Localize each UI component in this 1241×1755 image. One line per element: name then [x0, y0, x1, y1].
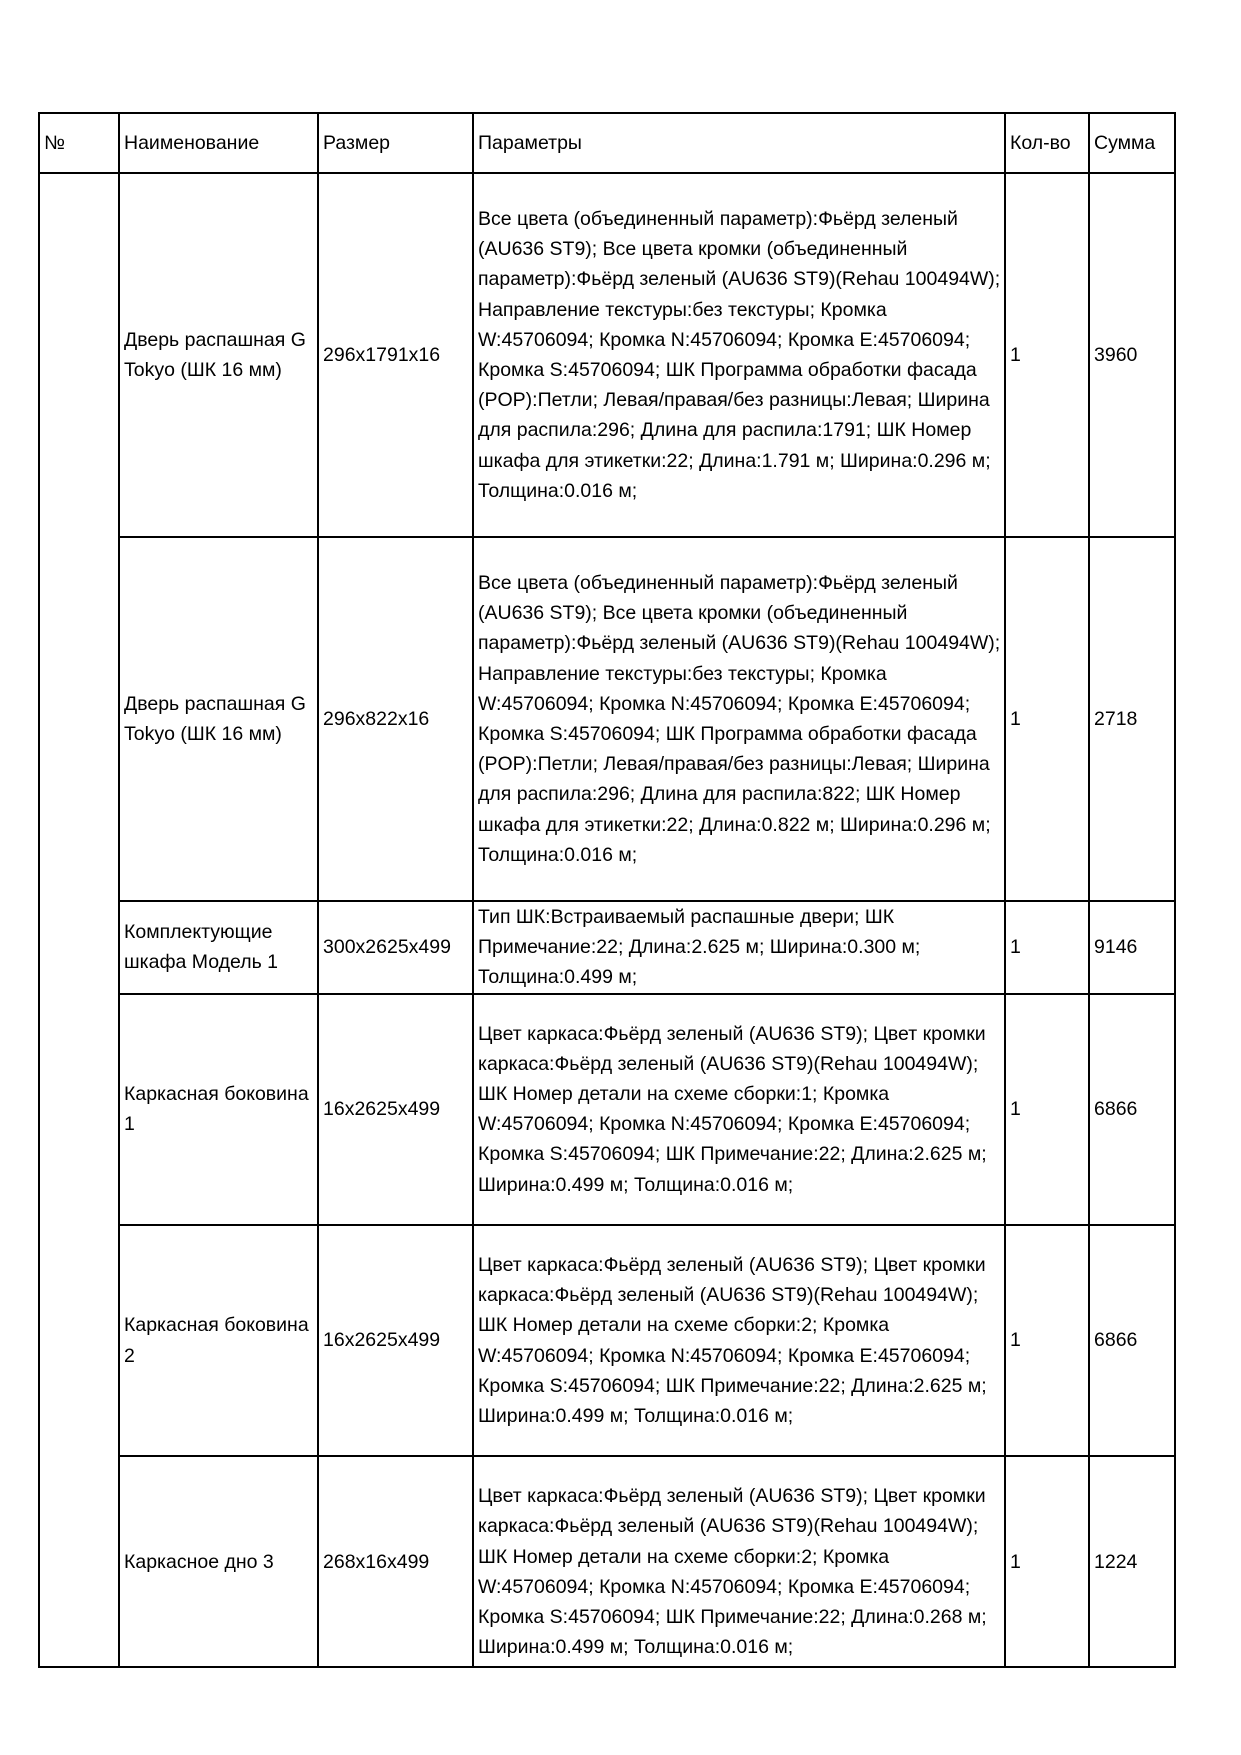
item-quantity: 1	[1005, 901, 1089, 994]
header-params: Параметры	[473, 113, 1005, 173]
item-name: Каркасное дно 3	[119, 1456, 318, 1667]
table-row	[39, 901, 1175, 994]
item-params: Все цвета (объединенный параметр):Фьёрд зеленый (AU636 ST9); Все цвета кромки (объединенный параметр):Фьёрд зеленый (AU636 ST9)(Rehau 100494W); Направление текстуры:без текстуры; Кромка W:45706094; Кромка N:45706094; Кромка E:45706094; Кромка S:45706094; ШК Программа обработки фасада (POP):Петли; Левая/правая/без разницы:Левая; Ширина для распила:296; Длина для распила:822; ШК Номер шкафа для этикетки:22; Длина:0.822 м; Ширина:0.296 м; Толщина:0.016 м;	[473, 537, 1005, 901]
table-row	[39, 537, 1175, 901]
item-quantity: 1	[1005, 537, 1089, 901]
header-number: №	[39, 113, 119, 173]
header-name: Наименование	[119, 113, 318, 173]
item-quantity: 1	[1005, 173, 1089, 537]
item-name: Каркасная боковина 2	[119, 1225, 318, 1456]
specification-table	[38, 112, 1176, 1668]
item-size: 16x2625x499	[318, 994, 473, 1225]
item-quantity: 1	[1005, 1456, 1089, 1667]
header-sum: Сумма	[1089, 113, 1175, 173]
item-quantity: 1	[1005, 994, 1089, 1225]
item-size: 296x1791x16	[318, 173, 473, 537]
item-sum: 3960	[1089, 173, 1175, 537]
item-size: 268x16x499	[318, 1456, 473, 1667]
item-name: Дверь распашная G Tokyo (ШК 16 мм)	[119, 173, 318, 537]
item-sum: 6866	[1089, 994, 1175, 1225]
item-params: Тип ШК:Встраиваемый распашные двери; ШК Примечание:22; Длина:2.625 м; Ширина:0.300 м; Толщина:0.499 м;	[473, 901, 1005, 994]
header-size: Размер	[318, 113, 473, 173]
item-quantity: 1	[1005, 1225, 1089, 1456]
item-sum: 2718	[1089, 537, 1175, 901]
item-params: Цвет каркаса:Фьёрд зеленый (AU636 ST9); Цвет кромки каркаса:Фьёрд зеленый (AU636 ST9)(Rehau 100494W); ШК Номер детали на схеме сборки:1; Кромка W:45706094; Кромка N:45706094; Кромка E:45706094; Кромка S:45706094; ШК Примечание:22; Длина:2.625 м; Ширина:0.499 м; Толщина:0.016 м;	[473, 994, 1005, 1225]
table-row	[39, 1456, 1175, 1667]
item-params: Цвет каркаса:Фьёрд зеленый (AU636 ST9); Цвет кромки каркаса:Фьёрд зеленый (AU636 ST9)(Rehau 100494W); ШК Номер детали на схеме сборки:2; Кромка W:45706094; Кромка N:45706094; Кромка E:45706094; Кромка S:45706094; ШК Примечание:22; Длина:0.268 м; Ширина:0.499 м; Толщина:0.016 м;	[473, 1456, 1005, 1667]
table-row	[39, 1225, 1175, 1456]
table-header-row	[39, 113, 1175, 173]
item-size: 16x2625x499	[318, 1225, 473, 1456]
item-name: Каркасная боковина 1	[119, 994, 318, 1225]
item-size: 300x2625x499	[318, 901, 473, 994]
item-name: Комплектующие шкафа Модель 1	[119, 901, 318, 994]
group-number-cell	[39, 173, 119, 1667]
table-row	[39, 173, 1175, 537]
item-sum: 9146	[1089, 901, 1175, 994]
item-params: Все цвета (объединенный параметр):Фьёрд зеленый (AU636 ST9); Все цвета кромки (объединенный параметр):Фьёрд зеленый (AU636 ST9)(Rehau 100494W); Направление текстуры:без текстуры; Кромка W:45706094; Кромка N:45706094; Кромка E:45706094; Кромка S:45706094; ШК Программа обработки фасада (POP):Петли; Левая/правая/без разницы:Левая; Ширина для распила:296; Длина для распила:1791; ШК Номер шкафа для этикетки:22; Длина:1.791 м; Ширина:0.296 м; Толщина:0.016 м;	[473, 173, 1005, 537]
item-params: Цвет каркаса:Фьёрд зеленый (AU636 ST9); Цвет кромки каркаса:Фьёрд зеленый (AU636 ST9)(Rehau 100494W); ШК Номер детали на схеме сборки:2; Кромка W:45706094; Кромка N:45706094; Кромка E:45706094; Кромка S:45706094; ШК Примечание:22; Длина:2.625 м; Ширина:0.499 м; Толщина:0.016 м;	[473, 1225, 1005, 1456]
item-sum: 6866	[1089, 1225, 1175, 1456]
item-size: 296x822x16	[318, 537, 473, 901]
header-quantity: Кол-во	[1005, 113, 1089, 173]
item-name: Дверь распашная G Tokyo (ШК 16 мм)	[119, 537, 318, 901]
item-sum: 1224	[1089, 1456, 1175, 1667]
table-row	[39, 994, 1175, 1225]
